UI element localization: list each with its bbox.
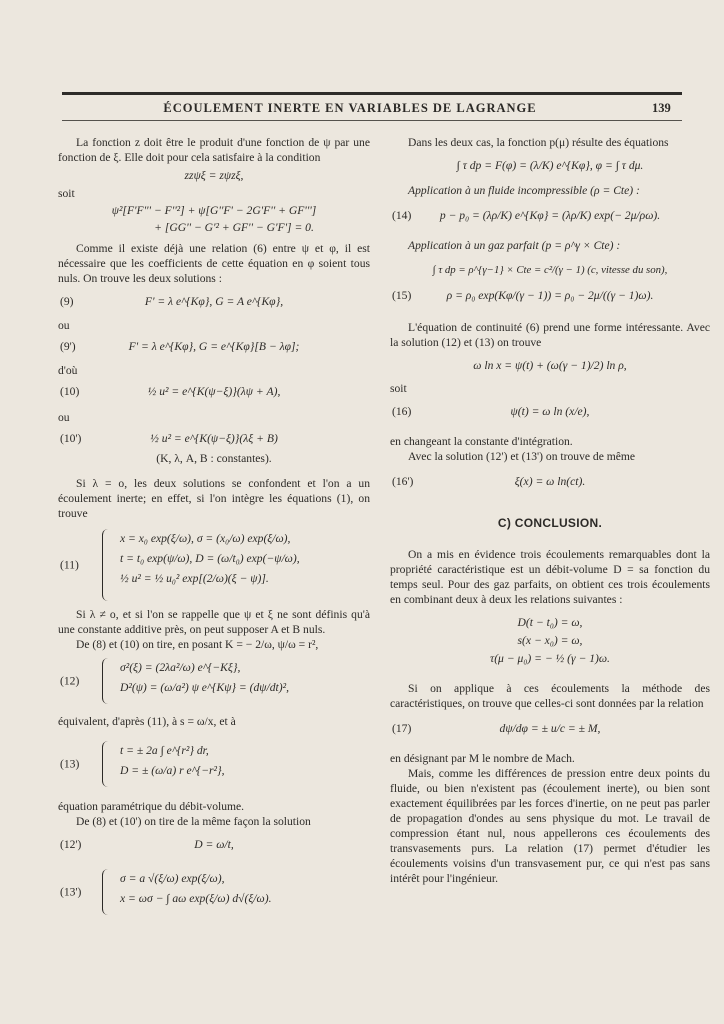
equation-17 [390, 721, 710, 739]
equation-12p [58, 837, 370, 855]
equation-body: ½ u² = e^{K(ψ−ξ)}(λψ + A), [147, 385, 281, 398]
equation-line: t = ± 2a ∫ e^{r²} dr, [120, 744, 209, 757]
text-soit: soit [58, 187, 75, 200]
equation-body: dψ/dφ = ± u/c = ± M, [499, 722, 601, 735]
brace [102, 869, 109, 915]
running-header-title: ÉCOULEMENT INERTE EN VARIABLES DE LAGRANGE [163, 101, 537, 115]
relation: s(x − x₀) = ω, [517, 634, 583, 647]
equation-body: ½ u² = e^{K(ψ−ξ)}(λξ + B) [150, 432, 278, 445]
equation-line: σ²(ξ) = (2λa²/ω) e^{−Kξ}, [120, 661, 241, 674]
relation: τ(μ − μ₀) = − ½ (γ − 1)ω. [490, 652, 610, 665]
right-column [390, 135, 710, 886]
equation-line: D = ± (ω/a) r e^{−r²}, [120, 764, 225, 777]
equation-13p [58, 869, 370, 915]
equation: ψ²[F'F''' − F''²] + ψ[G''F' − 2G'F'' + GF'''] [111, 204, 317, 217]
paragraph: Mais, comme les différences de pression entre deux points du fluide, ou bien n'existent pas (écoulement inerte), ou bien sont exactement équilibrées par les forces d'inertie, on ne peut pas parler de propagation d'ondes au sens physique du mot. Le travail de compression étant nul, nous appellerons ces écoulements des transvasements purs. La relation (17) permet d'étudier les écoulements voisins d'un transvasement pur, ce qui n'est pas sans intérêt pour l'ingénieur. [390, 767, 710, 885]
application-heading: Application à un fluide incompressible (ρ = Cte) : [408, 184, 640, 197]
application-heading: Application à un gaz parfait (p = ρ^γ × Cte) : [408, 239, 621, 252]
paragraph: équation paramétrique du débit-volume. [58, 800, 245, 813]
equation: + [GG'' − G'² + GF'' − G'F'] = 0. [154, 221, 314, 234]
equation-label: (16') [392, 475, 414, 488]
header-rule-bottom [62, 120, 682, 121]
equation-15 [390, 288, 710, 306]
brace [102, 529, 109, 601]
paragraph: en changeant la constante d'intégration. [390, 435, 573, 448]
equation-label: (11) [60, 558, 79, 572]
equation-12 [58, 658, 370, 704]
equation: ∫ τ dp = F(φ) = (λ/K) e^{Kφ}, φ = ∫ τ dμ. [456, 159, 644, 172]
equation-label: (16) [392, 405, 412, 418]
equation-line: x = ωσ − ∫ aω exp(ξ/ω) d√(ξ/ω). [120, 892, 272, 905]
equation-13 [58, 741, 370, 787]
paragraph: Dans les deux cas, la fonction p(μ) résulte des équations [408, 136, 669, 149]
paragraph: De (8) et (10) on tire, en posant K = − 2/ω, ψ/ω = r², [76, 638, 319, 651]
equation-body: p − p₀ = (λρ/K) e^{Kφ} = (λρ/K) exp(− 2μ/ρω). [439, 209, 661, 222]
constants-note: (K, λ, A, B : constantes). [156, 452, 272, 465]
brace [102, 741, 109, 787]
equation-line: ½ u² = ½ u₀² exp[(2/ω)(ξ − ψ)]. [120, 572, 269, 585]
paragraph: L'équation de continuité (6) prend une forme intéressante. Avec la solution (12) et (13) on trouve [390, 321, 710, 349]
equation-label: (13) [60, 757, 80, 771]
text-ou: ou [58, 319, 70, 332]
brace [102, 658, 109, 704]
equation-11 [58, 529, 370, 601]
equation-body: ρ = ρ₀ exp(Kφ/(γ − 1)) = ρ₀ − 2μ/((γ − 1)ω). [446, 289, 654, 302]
paragraph: en désignant par M le nombre de Mach. [390, 752, 575, 765]
equation-9 [58, 294, 370, 312]
paragraph: équivalent, d'après (11), à s = ω/x, et à [58, 715, 236, 728]
equation: zzψξ = zψzξ, [184, 169, 244, 182]
paragraph: De (8) et (10') on tire de la même façon la solution [76, 815, 311, 828]
equation-line: σ = a √(ξ/ω) exp(ξ/ω), [120, 872, 225, 885]
paragraph: Comme il existe déjà une relation (6) entre ψ et φ, il est nécessaire que les coefficients de cette équation en φ soient tous nuls. On trouve les deux solutions : [58, 242, 370, 285]
paragraph: On a mis en évidence trois écoulements remarquables dont la propriété caractéristique est un débit-volume D = sa fonction du temps seul. Pour des gaz parfaits, on obtient ces trois écoulements en combinant deux à deux les relations suivantes : [390, 548, 710, 606]
equation-body: ψ(t) = ω ln (x/e), [510, 405, 590, 418]
equation-body: F' = λ e^{Kφ}, G = e^{Kφ}[B − λφ]; [128, 340, 300, 353]
equation: ∫ τ dp = ρ^{γ−1} × Cte = c²/(γ − 1) (c, vitesse du son), [432, 264, 668, 276]
equation-16 [390, 404, 710, 422]
equation-line: x = x₀ exp(ξ/ω), σ = (x₀/ω) exp(ξ/ω), [120, 532, 291, 545]
paragraph: Si on applique à ces écoulements la méthode des caractéristiques, on trouve que celles-ci sont données par la relation [390, 682, 710, 710]
text-soit: soit [390, 382, 407, 395]
text-dou: d'où [58, 364, 78, 377]
section-heading: C) CONCLUSION. [497, 516, 603, 530]
paragraph: La fonction z doit être le produit d'une fonction de ψ par une fonction de ξ. Elle doit pour cela satisfaire à la condition [58, 136, 370, 164]
equation-10p [58, 431, 370, 449]
paragraph: Avec la solution (12') et (13') on trouve de même [408, 450, 636, 463]
equation-14 [390, 208, 710, 226]
paragraph: Si λ = o, les deux solutions se confondent et l'on a un écoulement inerte; en effet, si l'on intègre les équations (1), on trouve [58, 477, 370, 520]
text-ou: ou [58, 411, 70, 424]
equation-label: (12) [60, 674, 80, 688]
equation-body: ξ(x) = ω ln(ct). [514, 475, 586, 488]
paragraph: Si λ ≠ o, et si l'on se rappelle que ψ et ξ ne sont définis qu'à une constante additive près, on peut supposer A et B nuls. [58, 608, 370, 636]
equation-label: (13') [60, 885, 82, 899]
equation-body: F' = λ e^{Kφ}, G = A e^{Kφ}, [144, 295, 284, 308]
equation-line: D²(ψ) = (ω/a²) ψ e^{Kψ} = (dψ/dt)², [120, 681, 289, 694]
equation-label: (9') [60, 340, 76, 353]
header-rule [62, 92, 682, 95]
equation-line: t = t₀ exp(ψ/ω), D = (ω/t₀) exp(−ψ/ω), [120, 552, 300, 565]
left-column [58, 135, 370, 919]
equation-10 [58, 384, 370, 402]
equation-label: (9) [60, 295, 74, 308]
equation-label: (15) [392, 289, 412, 302]
equation: ω ln x = ψ(t) + (ω(γ − 1)/2) ln ρ, [473, 359, 627, 372]
equation-label: (12') [60, 838, 82, 851]
equation-label: (14) [392, 209, 412, 222]
page-number: 139 [652, 101, 671, 115]
equation-body: D = ω/t, [194, 838, 234, 851]
equation-16p [390, 474, 710, 492]
equation-9p [58, 339, 370, 357]
equation-label: (10) [60, 385, 80, 398]
equation-label: (10') [60, 432, 82, 445]
equation-label: (17) [392, 722, 412, 735]
relation: D(t − t₀) = ω, [517, 616, 583, 629]
